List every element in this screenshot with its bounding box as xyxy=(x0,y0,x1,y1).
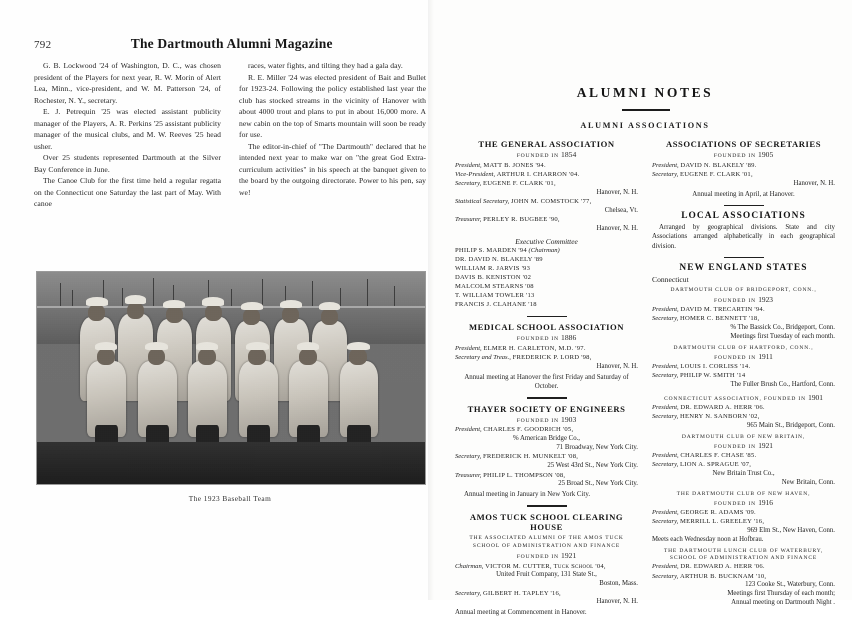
club-heading: DARTMOUTH CLUB OF NEW BRITAIN, xyxy=(681,433,806,440)
meeting-note: Annual meeting in April, at Hanover. xyxy=(692,190,795,198)
officer-address-line-2: New Britain, Conn. xyxy=(781,478,835,486)
officer-name: HENRY N. SANBORN '02, xyxy=(679,412,760,420)
officer-entry xyxy=(652,509,835,518)
right-column-two xyxy=(652,139,835,618)
section-divider xyxy=(527,316,567,317)
officer-address: 25 Broad St., New York City. xyxy=(558,480,638,488)
executive-member xyxy=(455,283,638,292)
officer-address: % The Bassick Co., Bridgeport, Conn. xyxy=(730,323,835,331)
officer-role: President, xyxy=(455,344,482,352)
officer-role: President, xyxy=(455,161,482,169)
officer-name: EUGENE F. CLARK '01, xyxy=(679,170,753,178)
officer-name: DR. EDWARD A. HERR '06. xyxy=(680,403,765,411)
meeting-note: Meets each Wednesday noon at Hofbrau. xyxy=(652,535,764,543)
left-page xyxy=(0,0,430,600)
paragraph: races, water fights, and tilting they had a gala day. xyxy=(248,61,403,70)
founded-year: 1921 xyxy=(561,551,577,561)
officer-name: PERLEY R. BUGBEE '90, xyxy=(483,216,560,224)
photograph-block xyxy=(36,271,424,503)
right-column-one xyxy=(455,139,638,618)
paragraph: The Canoe Club for the first time held a regular regatta on the Connecticut one Saturday the last part of May. With canoe xyxy=(34,176,221,209)
club-founded-line xyxy=(652,498,835,508)
officer-entry xyxy=(652,563,835,572)
officer-address: 71 Broadway, New York City. xyxy=(556,443,638,451)
amos-tuck-title-line-2: HOUSE xyxy=(530,522,563,533)
officer-name: PHILIP L. THOMPSON '08, xyxy=(483,471,566,479)
officer-entry xyxy=(455,180,638,189)
section-divider xyxy=(724,205,764,206)
amos-tuck-title-line-1: AMOS TUCK SCHOOL CLEARING xyxy=(469,511,624,522)
officer-role: President, xyxy=(652,563,679,571)
general-association-title: THE GENERAL ASSOCIATION xyxy=(478,139,615,149)
new-england-states-block xyxy=(652,263,835,608)
officer-entry xyxy=(455,426,638,435)
officer-role: Secretary, xyxy=(652,314,679,322)
member-name: WILLIAM R. JARVIS '93 xyxy=(455,265,531,273)
baseball-team-photograph xyxy=(36,271,426,485)
founded-line xyxy=(455,415,638,425)
right-page-columns xyxy=(455,139,835,618)
meeting-note: Meetings first Tuesday of each month. xyxy=(730,332,835,340)
page-folio-number: 792 xyxy=(34,39,52,51)
meeting-note: Annual meeting in January in New York City. xyxy=(464,491,591,499)
officer-address: Boston, Mass. xyxy=(599,580,638,588)
officer-name: MERRILL L. GREELEY '16, xyxy=(679,518,765,526)
club-subheading: SCHOOL OF ADMINISTRATION AND FINANCE xyxy=(669,555,818,562)
associations-of-secretaries-block xyxy=(652,139,835,199)
officer-entry xyxy=(455,171,638,180)
local-associations-title: LOCAL ASSOCIATIONS xyxy=(681,211,806,222)
officer-address: % American Bridge Co., xyxy=(512,434,580,442)
officer-address: Hanover, N. H. xyxy=(793,179,835,187)
founded-label: FOUNDED IN xyxy=(516,417,559,424)
officer-address: The Fuller Brush Co., Hartford, Conn. xyxy=(730,380,835,388)
club-entry xyxy=(652,491,835,545)
executive-member xyxy=(455,265,638,274)
founded-year: 1921 xyxy=(758,441,773,450)
annual-meeting-note: Annual meeting on Dartmouth Night . xyxy=(731,599,835,607)
general-association-block xyxy=(455,139,638,310)
founded-label: FOUNDED IN xyxy=(516,336,559,343)
officer-role: Chairman, xyxy=(455,562,484,570)
officer-entry xyxy=(652,315,835,324)
club-heading: DARTMOUTH CLUB OF BRIDGEPORT, CONN., xyxy=(670,287,817,294)
club-entry xyxy=(652,345,835,390)
officer-role: Secretary, xyxy=(652,572,679,580)
officer-address: 965 Main St., Bridgeport, Conn. xyxy=(747,421,835,429)
officer-entry xyxy=(455,216,638,225)
club-entry xyxy=(652,393,835,431)
officer-entry xyxy=(652,171,835,180)
founded-label: FOUNDED IN xyxy=(714,354,757,361)
officer-name: FREDERICK H. MUNKELT '08, xyxy=(482,453,579,461)
officer-role: President, xyxy=(652,362,679,370)
club-heading: DARTMOUTH CLUB OF HARTFORD, CONN., xyxy=(673,344,814,351)
amos-tuck-subtitle-2: SCHOOL OF ADMINISTRATION AND FINANCE xyxy=(472,542,621,549)
officer-entry xyxy=(652,573,835,582)
officer-entry xyxy=(652,404,835,413)
officer-role: Secretary, xyxy=(652,170,679,178)
officer-entry xyxy=(455,162,638,171)
officer-address: Hanover, N. H. xyxy=(596,225,638,233)
officer-name: VICTOR M. CUTTER, Tuck School '04, xyxy=(485,562,606,570)
medical-school-title: MEDICAL SCHOOL ASSOCIATION xyxy=(468,322,625,333)
officer-address: United Fruit Company, 131 State St., xyxy=(496,571,597,579)
founded-line xyxy=(455,333,638,343)
officer-address: Chelsea, Vt. xyxy=(604,207,638,214)
officer-role: Secretary, xyxy=(455,589,482,597)
paragraph: G. B. Lockwood '24 of Washington, D. C., was chosen president of the Players for next year, R. W. Morin of Alert Lea, Minn., vice-president, and W. M. Patterson '24, of Rochester, N. Y., secretary. xyxy=(34,61,221,105)
officer-role: President, xyxy=(652,451,679,459)
club-heading-text: CONNECTICUT ASSOCIATION, FOUNDED IN xyxy=(664,395,806,402)
left-column-one xyxy=(34,60,221,210)
left-column-two xyxy=(239,60,426,210)
officer-address: New Britain Trust Co., xyxy=(712,469,775,477)
executive-member xyxy=(455,247,638,256)
officer-name: ELMER H. CARLETON, M.D. '97. xyxy=(483,344,586,352)
founded-year: 1911 xyxy=(758,351,773,361)
thayer-society-title: THAYER SOCIETY OF ENGINEERS xyxy=(467,403,626,414)
amos-tuck-subtitle-1: THE ASSOCIATED ALUMNI OF THE AMOS TUCK xyxy=(469,535,624,542)
member-name: MALCOLM STEARNS '08 xyxy=(455,282,534,290)
officer-entry xyxy=(652,461,835,470)
club-heading: THE DARTMOUTH LUNCH CLUB OF WATERBURY, xyxy=(663,547,824,554)
officer-entry xyxy=(455,472,638,481)
officer-name: DR. EDWARD A. HERR '06. xyxy=(680,563,765,571)
right-page xyxy=(430,0,852,617)
club-founded-line xyxy=(652,441,835,451)
member-name: DAVIS B. KENISTON '02 xyxy=(455,274,532,281)
heading-rule xyxy=(622,109,670,111)
founded-year: 1916 xyxy=(758,498,773,508)
photo-halftone-grain xyxy=(37,272,425,484)
alumni-notes-heading: ALUMNI NOTES xyxy=(576,85,714,100)
founded-line xyxy=(455,551,638,561)
founded-label: FOUNDED IN xyxy=(714,297,756,304)
officer-name: MATT B. JONES '94. xyxy=(483,161,546,169)
officer-name: GEORGE R. ADAMS '09. xyxy=(680,509,756,517)
member-name: DR. DAVID N. BLAKELY '89 xyxy=(455,256,543,264)
officer-name: ARTHUR I. CHARRON '04. xyxy=(496,170,580,178)
officer-entry xyxy=(652,452,835,461)
officer-role: Secretary, xyxy=(652,461,679,469)
officer-entry xyxy=(455,563,638,572)
executive-committee-heading: Executive Committee xyxy=(515,237,578,247)
officer-name: ARTHUR B. BUCKNAM '10, xyxy=(679,572,767,580)
founded-label: FOUNDED IN xyxy=(516,153,559,160)
medical-school-association-block xyxy=(455,322,638,391)
officer-name: EUGENE F. CLARK '01, xyxy=(482,180,556,188)
alumni-associations-heading: ALUMNI ASSOCIATIONS xyxy=(580,121,710,130)
founded-year: 1886 xyxy=(561,333,577,343)
founded-line xyxy=(455,150,638,160)
officer-name: FREDERICK P. LORD '98, xyxy=(512,354,592,362)
officer-role: Secretary, xyxy=(652,372,679,380)
officer-address: Hanover, N. H. xyxy=(596,598,638,606)
executive-member xyxy=(455,274,638,283)
founded-label: FOUNDED IN xyxy=(714,444,756,450)
paragraph: Over 25 students represented Dartmouth at the Silver Bay Conference in June. xyxy=(34,153,221,174)
meeting-note: Meetings first Thursday of each month; xyxy=(727,590,835,598)
member-name: T. WILLIAM TOWLER '13 xyxy=(455,291,535,299)
officer-role: Treasurer, xyxy=(455,471,482,479)
new-england-states-title: NEW ENGLAND STATES xyxy=(679,263,808,274)
running-head xyxy=(34,36,426,52)
officer-name: HOMER C. BENNETT '18, xyxy=(679,314,760,322)
officer-name: DAVID M. TRECARTIN '94. xyxy=(680,305,765,313)
officer-entry xyxy=(652,306,835,315)
officer-name: DAVID N. BLAKELY '89. xyxy=(680,161,757,169)
club-entry xyxy=(652,287,835,341)
club-heading: THE DARTMOUTH CLUB OF NEW HAVEN, xyxy=(676,490,811,497)
officer-name: GILBERT H. TAPLEY '16, xyxy=(482,589,561,597)
amos-tuck-clearing-house-block xyxy=(455,512,638,618)
left-page-columns xyxy=(34,60,426,210)
executive-member xyxy=(455,256,638,265)
officer-role: Statistical Secretary, xyxy=(455,198,510,206)
officer-entry xyxy=(652,518,835,527)
paragraph: R. E. Miller '24 was elected president of Bait and Bullet for 1923-24. Following the policy established last year the club has stocked streams in the vicinity of Hanover with about 4000 trout and plans to put in about 16,000 more. A new cabin on the top of Smarts mountain will soon be ready for use. xyxy=(239,72,426,140)
thayer-society-block xyxy=(455,404,638,500)
officer-name: JOHN M. COMSTOCK '77, xyxy=(510,198,592,206)
officer-name: LION A. SPRAGUE '07, xyxy=(679,461,752,469)
officer-address: Hanover, N. H. xyxy=(596,362,638,370)
member-name: FRANCIS J. CLAHANE '18 xyxy=(455,300,537,308)
club-entry xyxy=(652,434,835,488)
section-divider xyxy=(724,257,764,258)
officer-address: Hanover, N. H. xyxy=(596,188,638,196)
officer-role: President, xyxy=(652,305,679,313)
officer-entry xyxy=(455,345,638,354)
founded-label: FOUNDED IN xyxy=(714,501,756,508)
state-heading-connecticut: Connecticut xyxy=(652,275,689,285)
section-divider xyxy=(527,505,567,506)
officer-entry xyxy=(652,372,835,381)
club-entry xyxy=(652,548,835,608)
officer-name: CHARLES F. CHASE '85. xyxy=(680,451,757,459)
officer-role: President, xyxy=(652,161,679,169)
officer-role: Secretary, xyxy=(652,412,679,420)
officer-entry xyxy=(652,363,835,372)
officer-role: President, xyxy=(652,509,679,517)
member-name: PHILIP S. MARDEN '94 xyxy=(455,247,527,255)
officer-name: CHARLES F. GOODRICH '05, xyxy=(483,426,574,434)
photo-caption: The 1923 Baseball Team xyxy=(188,494,272,503)
executive-member xyxy=(455,292,638,301)
officer-role: Secretary, xyxy=(652,518,679,526)
officer-role: Secretary, xyxy=(455,453,482,461)
officer-entry xyxy=(455,590,638,599)
officer-role: Secretary and Treas., xyxy=(455,354,511,362)
section-divider xyxy=(527,397,567,398)
founded-label: FOUNDED IN xyxy=(516,554,559,561)
founded-year: 1923 xyxy=(758,294,773,304)
executive-member xyxy=(455,301,638,310)
officer-entry xyxy=(455,453,638,462)
founded-year: 1854 xyxy=(561,150,577,160)
officer-entry xyxy=(455,354,638,363)
officer-role: Secretary, xyxy=(455,180,482,188)
officer-role: Vice-President, xyxy=(455,170,496,178)
founded-label: FOUNDED IN xyxy=(713,153,756,160)
local-associations-block xyxy=(652,211,835,251)
officer-address: 969 Elm St., New Haven, Conn. xyxy=(747,527,835,535)
local-associations-description: Arranged by geographical divisions. State and city Associations arranged alphabetically in each geographical division. xyxy=(652,224,835,250)
club-founded-line xyxy=(652,295,835,305)
meeting-note: Annual meeting at Hanover the first Friday and Saturday of October. xyxy=(464,373,629,390)
paragraph: E. J. Petrequin '25 was elected assistant publicity manager of the Players, A. R. Perkins '25 assistant publicity manager of the musical clubs, and M. W. Reeves '25 head usher. xyxy=(34,107,221,151)
officer-role: President, xyxy=(652,403,679,411)
founded-year: 1903 xyxy=(561,414,577,424)
associations-of-secretaries-title: ASSOCIATIONS OF SECRETARIES xyxy=(665,139,822,149)
magazine-title: The Dartmouth Alumni Magazine xyxy=(130,36,333,51)
founded-year: 1905 xyxy=(758,150,774,160)
officer-address: 123 Cooke St., Waterbury, Conn. xyxy=(745,581,835,589)
officer-entry xyxy=(652,413,835,422)
founded-year: 1901 xyxy=(808,392,823,402)
officer-entry xyxy=(455,198,638,207)
member-note: (Chairman) xyxy=(528,247,560,255)
club-founded-line xyxy=(652,352,835,362)
founded-line xyxy=(652,150,835,160)
officer-name: PHILIP W. SMITH '14 xyxy=(679,372,746,380)
officer-name: LOUIS I. CORLISS '14. xyxy=(680,362,751,370)
officer-role: President, xyxy=(455,426,482,434)
paragraph: The editor-in-chief of "The Dartmouth" declared that he intended next year to make war on "the great God Extra-curriculum activities" in his speech at the banquet given to the board by the outgoing directorate. Power to his pen, say we! xyxy=(239,141,426,197)
club-founded-line xyxy=(652,393,835,403)
officer-address: 25 West 43rd St., New York City. xyxy=(547,462,638,470)
officer-role: Treasurer, xyxy=(455,216,482,224)
officer-entry xyxy=(652,162,835,171)
meeting-note: Annual meeting at Commencement in Hanover. xyxy=(455,609,587,617)
